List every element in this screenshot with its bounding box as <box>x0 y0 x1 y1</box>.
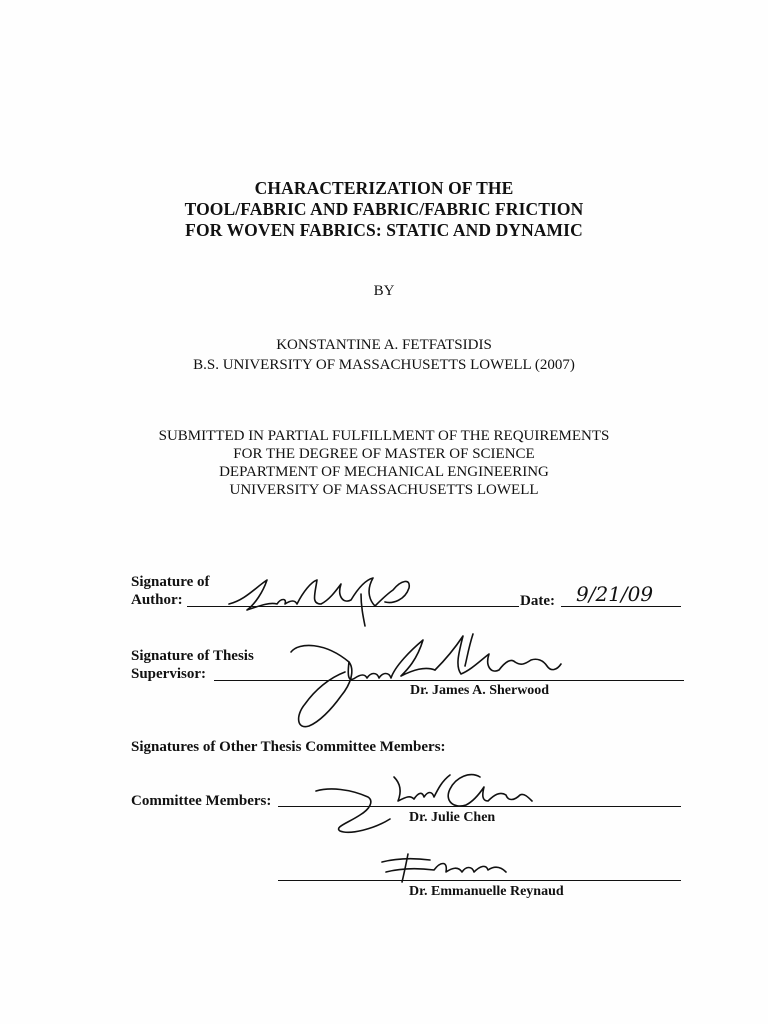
date-label: Date: <box>520 593 555 609</box>
committee-heading: Signatures of Other Thesis Committee Members: <box>131 739 446 755</box>
author-signature-label-line-2: Author: <box>131 592 183 608</box>
supervisor-name: Dr. James A. Sherwood <box>410 683 550 698</box>
author-name: KONSTANTINE A. FETFATSIDIS <box>276 337 492 353</box>
requirements-line-3: DEPARTMENT OF MECHANICAL ENGINEERING <box>219 464 549 480</box>
author-block <box>0 335 768 375</box>
committee-member-1-name: Dr. Julie Chen <box>409 810 496 825</box>
by-label: BY <box>373 283 395 299</box>
supervisor-signature-label-line-2: Supervisor: <box>131 666 206 682</box>
author-signature <box>225 570 425 630</box>
title-line-2: TOOL/FABRIC AND FABRIC/FABRIC FRICTION <box>184 199 584 219</box>
date-line <box>561 606 681 607</box>
committee-member-1-signature <box>310 765 550 837</box>
committee-member-2-signature <box>378 852 518 888</box>
author-signature-label-line-1: Signature of <box>131 574 210 590</box>
author-signature-label <box>131 573 209 609</box>
title-line-1: CHARACTERIZATION OF THE <box>254 178 514 198</box>
requirements-line-1: SUBMITTED IN PARTIAL FULFILLMENT OF THE REQUIREMENTS <box>158 428 610 444</box>
requirements-line-4: UNIVERSITY OF MASSACHUSETTS LOWELL <box>229 482 539 498</box>
committee-member-2-name: Dr. Emmanuelle Reynaud <box>409 884 564 899</box>
author-prior-degree: B.S. UNIVERSITY OF MASSACHUSETTS LOWELL (2007) <box>193 357 575 373</box>
supervisor-signature-label-line-1: Signature of Thesis <box>131 648 254 664</box>
date-value: 9/21/09 <box>576 582 654 606</box>
supervisor-signature-label <box>131 647 254 683</box>
thesis-title <box>0 178 768 241</box>
requirements-statement <box>0 427 768 499</box>
requirements-line-2: FOR THE DEGREE OF MASTER OF SCIENCE <box>233 446 535 462</box>
title-line-3: FOR WOVEN FABRICS: STATIC AND DYNAMIC <box>185 220 583 240</box>
committee-members-label: Committee Members: <box>131 793 272 809</box>
